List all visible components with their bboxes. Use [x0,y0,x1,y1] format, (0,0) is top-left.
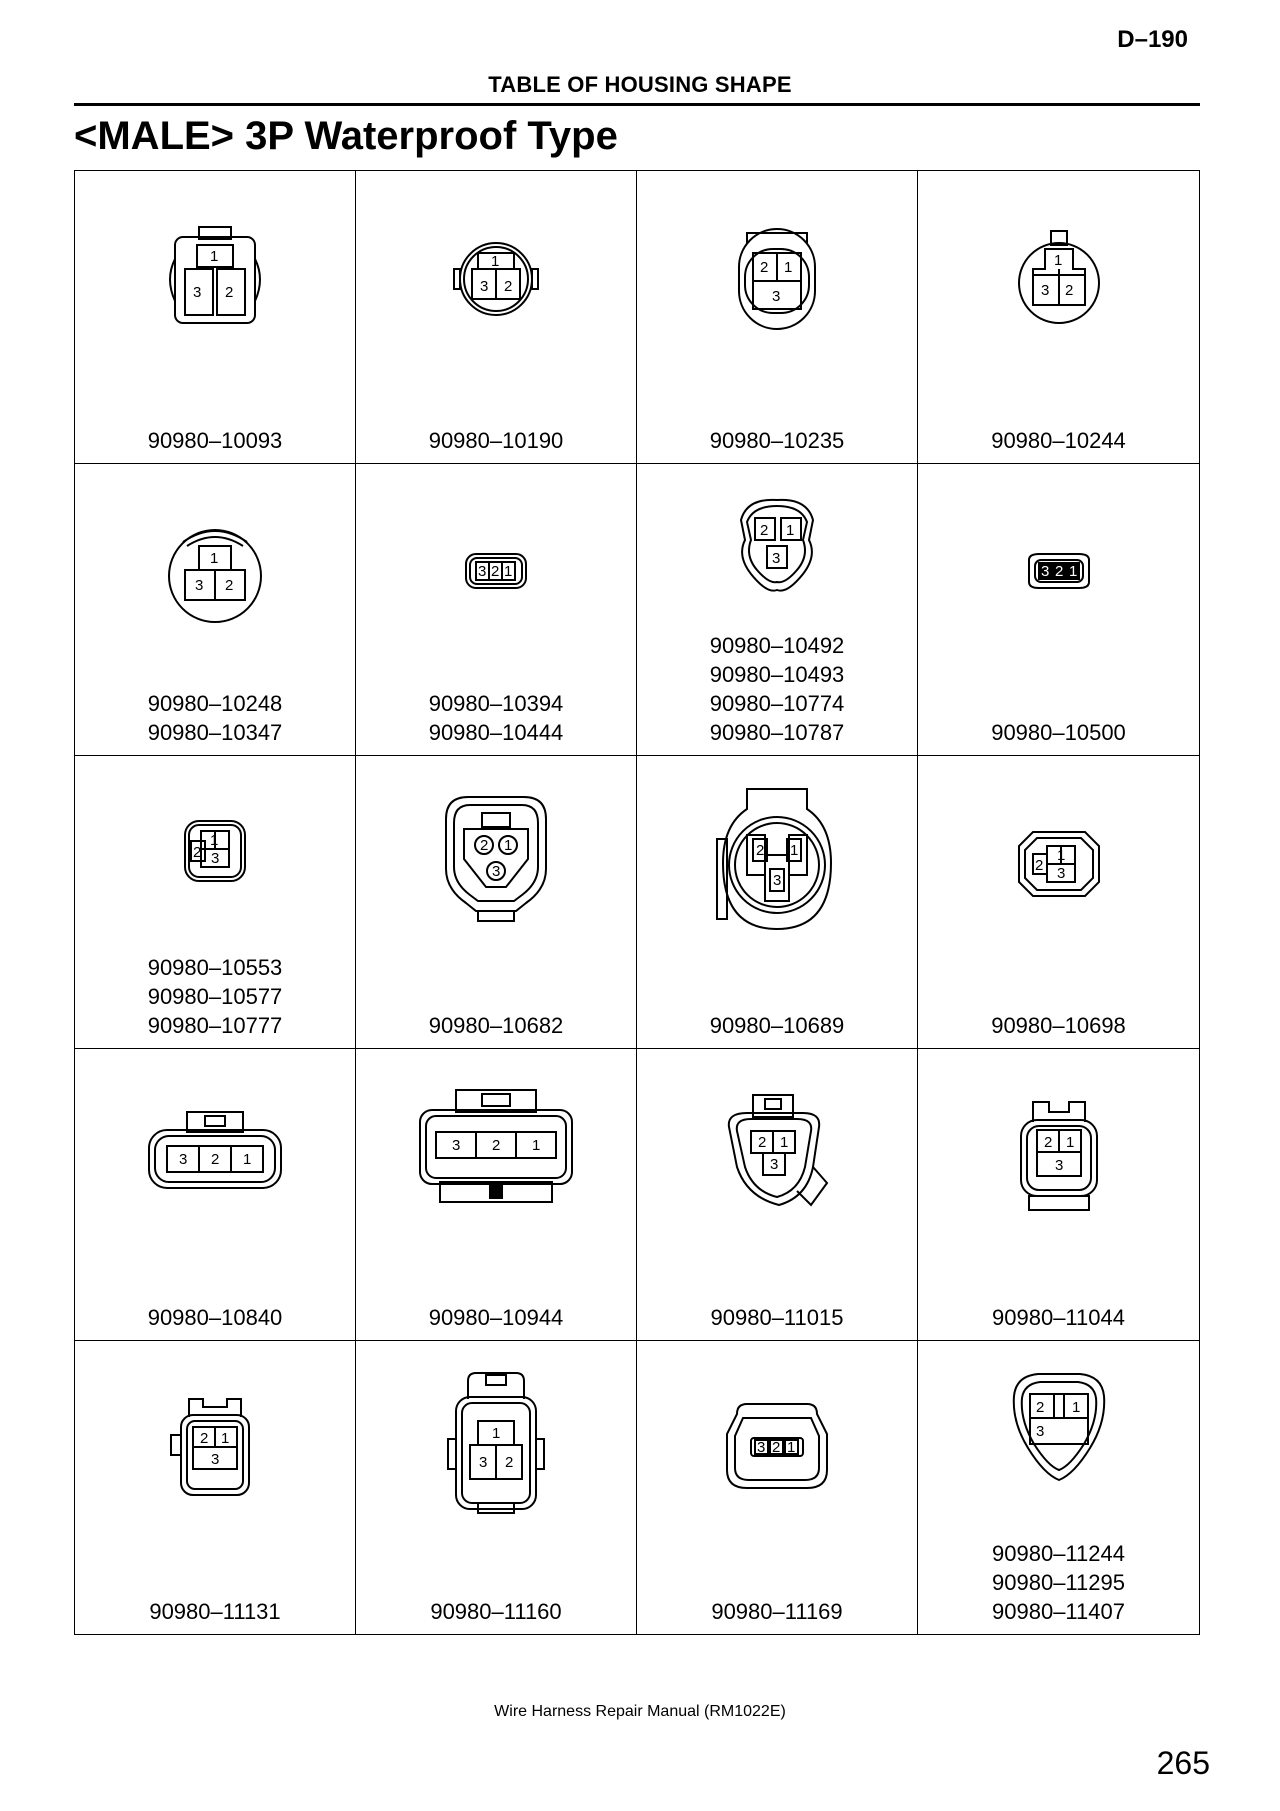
part-number: 90980–10493 [709,662,845,688]
section-heading: TABLE OF HOUSING SHAPE [488,72,792,97]
connector-drawing [75,1359,355,1539]
pin-label: 2 [760,521,769,539]
connector-cell [75,756,356,1049]
connector-drawing [356,774,636,954]
pin-label: 1 [786,521,795,539]
pin-label: 3 [1056,865,1065,883]
part-number: 90980–10093 [147,427,283,453]
part-number: 90980–11295 [992,1570,1125,1595]
part-numbers [356,1011,636,1040]
pin-label: 2 [200,1430,209,1448]
part-number: 90980–10444 [428,720,564,746]
part-numbers [918,1539,1199,1626]
part-numbers [918,1303,1199,1332]
pin-label: 2 [1034,857,1043,875]
part-numbers [75,1597,355,1626]
pin-label: 3 [179,1150,188,1168]
pin-label: 1 [1053,252,1062,269]
pin-label: 2 [1043,1133,1052,1151]
pin-label: 1 [210,248,219,265]
pin-label: 2 [758,1133,767,1151]
page-code: D–190 [1117,26,1188,53]
pin-label: 1 [504,837,513,855]
pin-label: 1 [784,259,793,276]
pin-label: 2 [1054,562,1063,580]
pin-label: 1 [780,1133,789,1151]
part-number: 90980–11160 [430,1599,562,1624]
part-numbers [637,1597,917,1626]
part-numbers [75,953,355,1040]
pin-label: 3 [757,1439,766,1457]
pin-label: 1 [790,842,799,860]
connector-drawing [637,189,917,369]
part-number: 90980–10244 [991,427,1126,453]
connector-cell [75,464,356,757]
pin-label: 2 [1035,1399,1044,1417]
pin-label: 3 [195,576,204,594]
part-numbers [356,426,636,455]
pin-label: 1 [532,1136,541,1154]
pin-label: 2 [504,278,513,295]
part-numbers [637,1011,917,1040]
part-number: 90980–11244 [992,1541,1125,1566]
part-number: 90980–11044 [992,1305,1125,1331]
part-number: 90980–10787 [709,720,845,746]
pin-label: 3 [772,549,781,567]
part-number: 90980–10577 [147,983,283,1009]
part-number: 90980–11407 [992,1599,1125,1624]
connector-drawing [75,1067,355,1247]
part-number: 90980–11169 [711,1599,843,1624]
part-numbers [918,718,1199,747]
part-numbers [356,1597,636,1626]
header-rule [74,103,1200,106]
connector-cell [356,464,637,757]
pin-label: 2 [225,284,234,301]
part-number: 90980–10235 [709,427,845,453]
connector-drawing [356,1067,636,1247]
connector-drawing [918,774,1199,954]
pin-label: 3 [1054,1156,1063,1174]
pin-label: 2 [491,562,500,580]
connector-drawing [918,482,1199,662]
connector-cell [918,1341,1199,1634]
connector-cell [637,1049,918,1342]
pin-label: 3 [1040,562,1049,580]
connector-drawing [75,189,355,369]
connector-cell [918,1049,1199,1342]
pin-label: 2 [505,1454,514,1472]
connector-drawing [356,189,636,369]
pin-label: 3 [480,278,489,295]
part-numbers [356,689,636,747]
pin-label: 3 [772,288,781,305]
pin-label: 3 [1040,282,1049,299]
pin-label: 1 [1068,562,1077,580]
part-number: 90980–10777 [147,1012,283,1038]
pin-label: 3 [479,1454,488,1472]
pin-label: 3 [492,863,501,881]
connector-cell [75,171,356,464]
connector-drawing [637,764,917,954]
pin-label: 2 [772,1439,781,1457]
part-numbers [637,631,917,747]
pin-label: 3 [1035,1423,1044,1441]
pin-label: 1 [210,549,219,567]
connector-cell [637,756,918,1049]
pin-label: 1 [492,1425,501,1443]
part-numbers [918,426,1199,455]
connector-drawing [356,482,636,662]
pin-label: 2 [492,1136,501,1154]
connector-cell [637,464,918,757]
part-numbers [637,1303,917,1332]
pin-label: 1 [221,1430,230,1448]
connector-drawing [918,1067,1199,1247]
connector-cell [356,171,637,464]
pin-label: 3 [211,850,220,868]
pin-label: 3 [452,1136,461,1154]
part-number: 90980–10190 [428,427,564,453]
connector-table [74,170,1200,1635]
part-number: 90980–10553 [147,954,283,980]
pin-label: 1 [210,832,219,850]
connector-drawing [75,766,355,936]
part-numbers [75,1303,355,1332]
pin-label: 1 [787,1439,796,1457]
pin-label: 2 [193,844,202,862]
part-number: 90980–10698 [991,1012,1126,1038]
connector-cell [356,1049,637,1342]
page-title: <MALE> 3P Waterproof Type [74,114,618,158]
pin-label: 1 [1065,1133,1074,1151]
connector-drawing [918,1347,1199,1507]
part-number: 90980–10689 [709,1012,845,1038]
connector-drawing [75,482,355,662]
connector-drawing [918,189,1199,369]
pin-label: 1 [243,1150,252,1168]
connector-drawing [637,1067,917,1247]
pin-label: 2 [756,842,765,860]
pin-label: 2 [760,259,769,276]
connector-cell [75,1341,356,1634]
pin-label: 2 [225,576,234,594]
pin-label: 3 [770,1155,779,1173]
manual-footer: Wire Harness Repair Manual (RM1022E) [494,1703,786,1720]
part-number: 90980–11015 [710,1305,844,1331]
pin-label: 1 [1071,1399,1080,1417]
pin-label: 3 [193,284,202,301]
part-number: 90980–10248 [147,691,283,717]
connector-cell [637,171,918,464]
pin-label: 3 [478,562,487,580]
part-numbers [75,426,355,455]
part-number: 90980–11131 [149,1599,281,1624]
part-numbers [637,426,917,455]
connector-cell [637,1341,918,1634]
part-number: 90980–10774 [709,691,845,717]
connector-cell [918,464,1199,757]
connector-drawing [356,1359,636,1539]
part-number: 90980–10944 [428,1305,564,1331]
pin-label: 3 [773,872,782,890]
connector-cell [356,1341,637,1634]
part-number: 90980–10492 [709,633,845,659]
pin-label: 2 [211,1150,220,1168]
page-number: 265 [1156,1745,1210,1781]
connector-drawing [637,470,917,620]
connector-cell [918,756,1199,1049]
pin-label: 2 [1064,282,1073,299]
pin-label: 1 [504,562,513,580]
pin-label: 1 [1056,847,1065,865]
pin-label: 2 [480,837,489,855]
part-number: 90980–10347 [147,720,283,746]
part-number: 90980–10840 [147,1305,283,1331]
part-number: 90980–10394 [428,691,564,717]
part-numbers [356,1303,636,1332]
part-numbers [75,689,355,747]
part-number: 90980–10682 [428,1012,564,1038]
pin-label: 1 [491,253,500,270]
connector-cell [75,1049,356,1342]
part-number: 90980–10500 [991,720,1126,746]
connector-cell [918,171,1199,464]
part-numbers [918,1011,1199,1040]
connector-drawing [637,1359,917,1539]
pin-label: 3 [211,1451,220,1469]
connector-cell [356,756,637,1049]
